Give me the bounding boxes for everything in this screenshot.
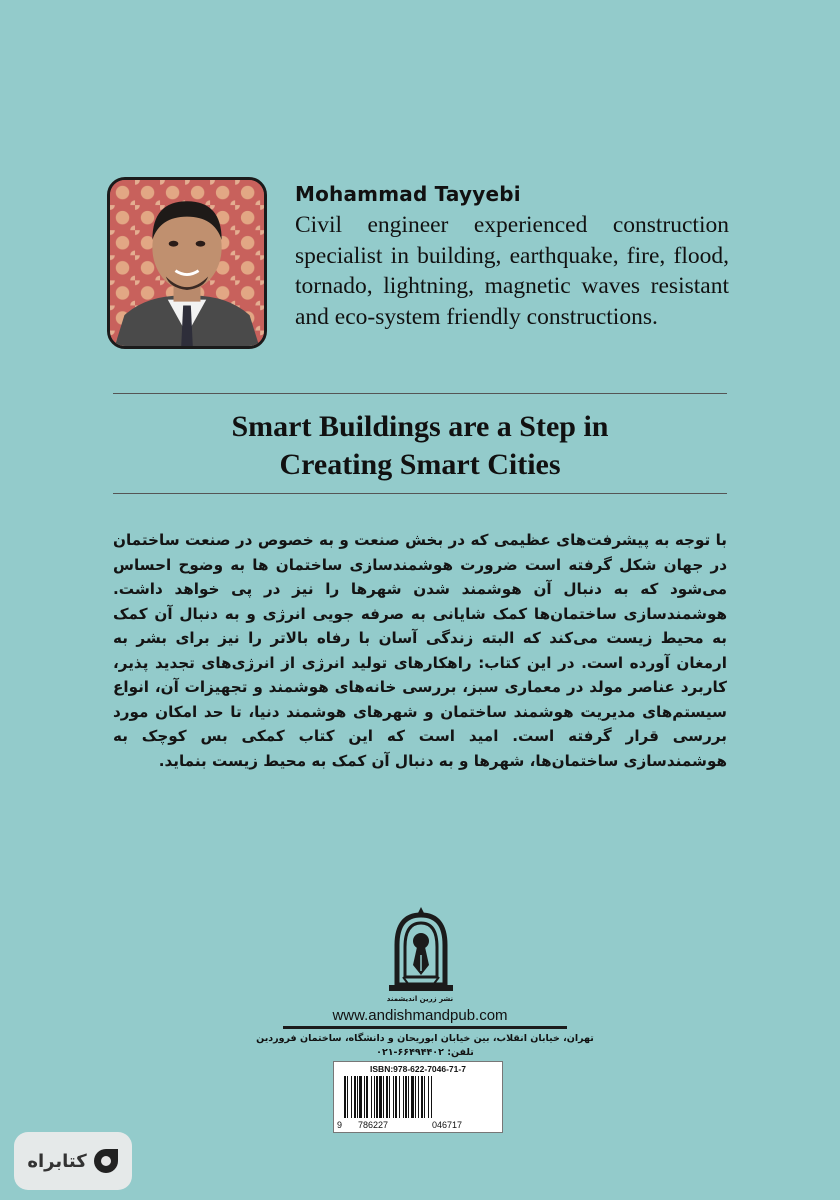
- keyhole-pen-icon: [383, 905, 459, 995]
- book-description: با توجه به پیشرفت‌های عظیمی که در بخش صنعت و به خصوص در صنعت ساختمان در جهان شکل گرفته است ضرورت هوشمندسازی ساختمان ها به وضوح احساس می‌شود که به دنبال آن هوشمند شدن شهرها را نیز در پی خواهد داشت. هوشمندسازی ساختمان‌ها کمک شایانی به صرفه جویی انرژی و به دنبال آن کمک به محیط زیست می‌کند که البته زندگی آسان با رفاه بالاتر را نیز برای بشر به ارمغان آورده است. در این کتاب: راهکارهای تولید انرژی از انرژی‌های تجدید پذیر، کاربرد عناصر مولد در معماری سبز، بررسی خانه‌های هوشمند و تجهیزات آن، انواع سیستم‌های مدیریت هوشمند ساختمان و شهرهای هوشمند دنیا، تا حد امکان مورد بررسی قرار گرفته است. امید است که این کتاب کمکی بس کوچک به هوشمندسازی ساختمان‌ها، شهرها و به دنبال آن کمک به محیط زیست بنماید.: [113, 531, 727, 770]
- website-underline: [283, 1026, 567, 1029]
- bottom-divider: [113, 493, 727, 494]
- isbn-barcode: [333, 1061, 503, 1133]
- author-bio: Civil engineer experienced construction specialist in building, earthquake, fire, flood, tornado, lightning, magnetic waves resistant and eco-system friendly constructions.: [295, 212, 729, 330]
- author-name: Mohammad Tayyebi: [295, 182, 521, 206]
- book-title-line2: Creating Smart Cities: [279, 448, 561, 481]
- ketabrah-watermark: [14, 1132, 132, 1190]
- watermark-label: کتابراه: [27, 1150, 87, 1172]
- publisher-name: نشر زرین اندیشمند: [386, 995, 454, 1003]
- address-line: تهران، خیابان انقلاب، بین خیابان ابوریحان و دانشگاه، ساختمان فروردین: [256, 1033, 594, 1044]
- barcode-bars: [342, 1076, 496, 1120]
- barcode-group-2: 046717: [432, 1120, 463, 1130]
- isbn-number: ISBN:978-622-7046-71-7: [370, 1064, 466, 1074]
- publisher-address: [250, 1032, 600, 1060]
- book-title: [113, 408, 727, 484]
- publisher-website[interactable]: www.andishmandpub.com: [332, 1007, 508, 1024]
- phone-line: تلفن: ۶۶۴۹۴۴۰۲-۰۲۱: [376, 1047, 474, 1058]
- publisher-logo: [383, 905, 459, 1005]
- barcode-group-1: 786227: [358, 1120, 389, 1130]
- top-divider: [113, 393, 727, 394]
- book-title-line1: Smart Buildings are a Step in: [231, 410, 609, 443]
- author-photo: [107, 177, 267, 349]
- ketabrah-logo-icon: [93, 1148, 119, 1174]
- barcode-prefix: 9: [337, 1120, 343, 1130]
